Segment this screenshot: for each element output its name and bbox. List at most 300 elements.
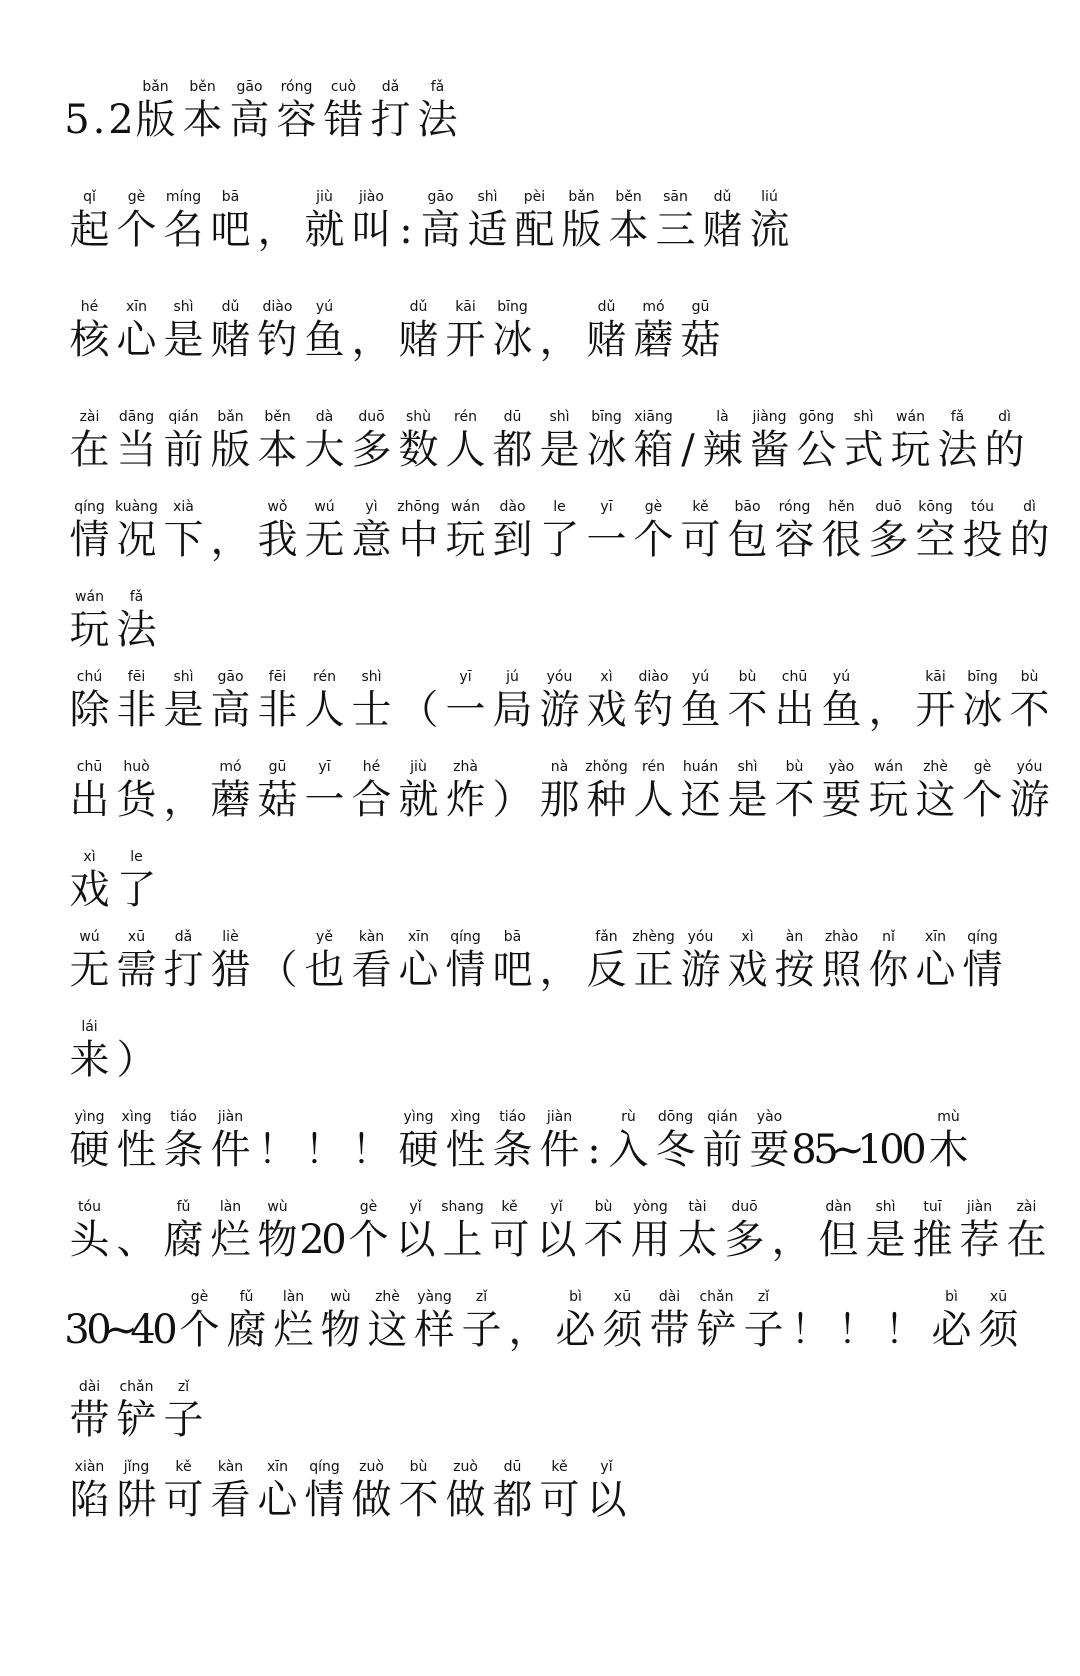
character-unit bbox=[442, 929, 489, 995]
character-unit bbox=[160, 499, 207, 565]
character-unit bbox=[113, 1109, 160, 1175]
hanzi-character: 游 bbox=[539, 687, 580, 733]
hanzi-character: ， bbox=[257, 207, 298, 253]
character-unit bbox=[392, 1199, 439, 1265]
hanzi-character: 物 bbox=[257, 1217, 298, 1263]
character-unit bbox=[1006, 669, 1053, 735]
pinyin-annotation: le bbox=[130, 849, 143, 865]
hanzi-character: 就 bbox=[398, 777, 439, 823]
hanzi-character: 都 bbox=[492, 427, 533, 473]
character-unit bbox=[223, 1289, 270, 1355]
pinyin-annotation: fǔ bbox=[239, 1289, 254, 1305]
hanzi-character: 多 bbox=[724, 1217, 765, 1263]
hanzi-character: 的 bbox=[984, 427, 1025, 473]
character-unit bbox=[505, 1289, 552, 1355]
hanzi-character: 法 bbox=[417, 97, 458, 143]
pinyin-annotation: bīng bbox=[497, 299, 528, 315]
character-unit bbox=[301, 1109, 348, 1175]
pinyin-annotation: yǐ bbox=[600, 1459, 613, 1475]
pinyin-annotation: wán bbox=[896, 409, 925, 425]
hanzi-character: 辣 bbox=[702, 427, 743, 473]
hanzi-character: 做 bbox=[351, 1477, 392, 1523]
hanzi-character: 出 bbox=[774, 687, 815, 733]
pinyin-annotation: xū bbox=[989, 1289, 1008, 1305]
hanzi-character: 冰 bbox=[962, 687, 1003, 733]
hanzi-character: 情 bbox=[445, 947, 486, 993]
hanzi-character: ！ bbox=[351, 1127, 392, 1173]
hanzi-character: 不 bbox=[398, 1477, 439, 1523]
character-unit bbox=[66, 79, 88, 145]
pinyin-annotation: kāi bbox=[455, 299, 476, 315]
character-unit bbox=[536, 499, 583, 565]
character-unit bbox=[925, 1109, 972, 1175]
character-unit bbox=[348, 759, 395, 825]
hanzi-character: 法 bbox=[116, 607, 157, 653]
pinyin-annotation: bāo bbox=[734, 499, 761, 515]
character-unit bbox=[207, 499, 254, 565]
character-unit bbox=[652, 189, 699, 255]
hanzi-character: 打 bbox=[163, 947, 204, 993]
hanzi-character: 公 bbox=[796, 427, 837, 473]
character-unit bbox=[113, 1019, 160, 1085]
character-unit bbox=[301, 409, 348, 475]
character-unit bbox=[699, 1109, 746, 1175]
hanzi-character: 照 bbox=[821, 947, 862, 993]
hanzi-character: 子 bbox=[163, 1397, 204, 1443]
pinyin-annotation: jú bbox=[506, 669, 519, 685]
character-unit bbox=[583, 929, 630, 995]
character-unit bbox=[160, 189, 207, 255]
character-unit bbox=[834, 1289, 881, 1355]
character-unit bbox=[207, 1109, 254, 1175]
text-line bbox=[66, 1355, 1016, 1445]
hanzi-character: 本 bbox=[182, 97, 223, 143]
hanzi-character: 容 bbox=[276, 97, 317, 143]
character-unit bbox=[320, 79, 367, 145]
hanzi-character: 2 bbox=[108, 97, 134, 143]
text-line bbox=[66, 995, 1016, 1085]
hanzi-character: 8 bbox=[791, 1127, 817, 1173]
pinyin-annotation: zǐ bbox=[475, 1289, 488, 1305]
pinyin-annotation: qíng bbox=[74, 499, 105, 515]
pinyin-annotation: dà bbox=[315, 409, 334, 425]
pinyin-annotation: tóu bbox=[78, 1199, 101, 1215]
character-unit bbox=[674, 1199, 721, 1265]
hanzi-character: 配 bbox=[514, 207, 555, 253]
hanzi-character: 开 bbox=[915, 687, 956, 733]
character-unit bbox=[439, 1199, 486, 1265]
hanzi-character: ！ bbox=[837, 1307, 878, 1353]
hanzi-character: 非 bbox=[116, 687, 157, 733]
hanzi-character: 以 bbox=[586, 1477, 627, 1523]
pinyin-annotation: jiù bbox=[410, 759, 427, 775]
pinyin-annotation: tóu bbox=[971, 499, 994, 515]
pinyin-annotation: xià bbox=[173, 499, 194, 515]
hanzi-character: 酱 bbox=[749, 427, 790, 473]
hanzi-character: ， bbox=[210, 517, 251, 563]
character-unit bbox=[345, 1199, 392, 1265]
hanzi-character: 是 bbox=[163, 317, 204, 363]
pinyin-annotation: zuò bbox=[453, 1459, 478, 1475]
pinyin-annotation: róng bbox=[778, 499, 811, 515]
text-line bbox=[66, 275, 1016, 365]
pinyin-annotation: duō bbox=[358, 409, 385, 425]
pinyin-annotation: xīn bbox=[266, 1459, 289, 1475]
character-unit bbox=[254, 1109, 301, 1175]
hanzi-character: 版 bbox=[210, 427, 251, 473]
character-unit bbox=[323, 1199, 345, 1265]
character-unit bbox=[959, 499, 1006, 565]
character-unit bbox=[273, 79, 320, 145]
hanzi-character: 本 bbox=[257, 427, 298, 473]
character-unit bbox=[912, 499, 959, 565]
pinyin-annotation: fǎ bbox=[430, 79, 445, 95]
character-unit bbox=[831, 1109, 865, 1175]
hanzi-character: 件 bbox=[539, 1127, 580, 1173]
hanzi-character: 心 bbox=[398, 947, 439, 993]
character-unit bbox=[442, 1109, 489, 1175]
character-unit bbox=[395, 669, 442, 735]
hanzi-character: 在 bbox=[69, 427, 110, 473]
hanzi-character: ， bbox=[539, 317, 580, 363]
hanzi-character: / bbox=[681, 427, 695, 473]
character-unit bbox=[113, 1459, 160, 1525]
paragraph-name bbox=[66, 165, 1016, 255]
character-unit bbox=[840, 409, 887, 475]
character-unit bbox=[746, 189, 793, 255]
pinyin-annotation: zhè bbox=[923, 759, 948, 775]
text-line bbox=[66, 165, 1016, 255]
pinyin-annotation: yìng bbox=[403, 1109, 434, 1125]
pinyin-annotation: wú bbox=[79, 929, 100, 945]
pinyin-annotation: gāo bbox=[236, 79, 263, 95]
hanzi-character: 以 bbox=[536, 1217, 577, 1263]
pinyin-annotation: kě bbox=[501, 1199, 518, 1215]
character-unit bbox=[771, 499, 818, 565]
hanzi-character: 可 bbox=[489, 1217, 530, 1263]
character-unit bbox=[699, 189, 746, 255]
character-unit bbox=[207, 929, 254, 995]
character-unit bbox=[207, 409, 254, 475]
hanzi-character: （ bbox=[257, 947, 298, 993]
character-unit bbox=[254, 499, 301, 565]
pinyin-annotation: shì bbox=[853, 409, 874, 425]
pinyin-annotation: yào bbox=[828, 759, 855, 775]
pinyin-annotation: gū bbox=[691, 299, 710, 315]
hanzi-character: 三 bbox=[655, 207, 696, 253]
hanzi-character: ， bbox=[539, 947, 580, 993]
character-unit bbox=[464, 189, 511, 255]
hanzi-character: 前 bbox=[702, 1127, 743, 1173]
pinyin-annotation: gè bbox=[973, 759, 992, 775]
pinyin-annotation: kàn bbox=[217, 1459, 244, 1475]
pinyin-annotation: xīn bbox=[407, 929, 430, 945]
character-unit bbox=[724, 929, 771, 995]
character-unit bbox=[301, 499, 348, 565]
pinyin-annotation: běn bbox=[615, 189, 642, 205]
character-unit bbox=[104, 1289, 138, 1355]
hanzi-character: 心 bbox=[116, 317, 157, 363]
pinyin-annotation: kě bbox=[175, 1459, 192, 1475]
character-unit bbox=[254, 929, 301, 995]
character-unit bbox=[580, 1199, 627, 1265]
character-unit bbox=[771, 669, 818, 735]
character-unit bbox=[160, 669, 207, 735]
character-unit bbox=[66, 759, 113, 825]
character-unit bbox=[975, 1289, 1022, 1355]
hanzi-character: 0 bbox=[901, 1127, 927, 1173]
hanzi-character: 下 bbox=[163, 517, 204, 563]
hanzi-character: 蘑 bbox=[633, 317, 674, 363]
pinyin-annotation: bīng bbox=[591, 409, 622, 425]
hanzi-character: 高 bbox=[420, 207, 461, 253]
character-unit bbox=[367, 79, 414, 145]
hanzi-character: 0 bbox=[879, 1127, 905, 1173]
hanzi-character: 适 bbox=[467, 207, 508, 253]
character-unit bbox=[417, 189, 464, 255]
character-unit bbox=[348, 299, 395, 365]
pinyin-annotation: dì bbox=[998, 409, 1011, 425]
text-line bbox=[66, 825, 1016, 915]
character-unit bbox=[132, 1289, 154, 1355]
hanzi-character: 入 bbox=[608, 1127, 649, 1173]
hanzi-character: 那 bbox=[539, 777, 580, 823]
hanzi-character: 赌 bbox=[210, 317, 251, 363]
pinyin-annotation: zài bbox=[1016, 1199, 1037, 1215]
hanzi-character: 一 bbox=[304, 777, 345, 823]
hanzi-character: 就 bbox=[304, 207, 345, 253]
hanzi-character: 正 bbox=[633, 947, 674, 993]
character-unit bbox=[176, 1289, 223, 1355]
hanzi-character: （ bbox=[398, 687, 439, 733]
pinyin-annotation: yǐ bbox=[550, 1199, 563, 1215]
paragraph-title bbox=[66, 55, 1016, 145]
character-unit bbox=[909, 1199, 956, 1265]
character-unit bbox=[859, 1109, 881, 1175]
character-unit bbox=[956, 1199, 1003, 1265]
hanzi-character: 这 bbox=[367, 1307, 408, 1353]
character-unit bbox=[959, 759, 1006, 825]
character-unit bbox=[793, 1109, 815, 1175]
pinyin-annotation: chǎn bbox=[119, 1379, 154, 1395]
pinyin-annotation: zhè bbox=[375, 1289, 400, 1305]
character-unit bbox=[1006, 759, 1053, 825]
pinyin-annotation: fǎn bbox=[595, 929, 618, 945]
pinyin-annotation: xì bbox=[83, 849, 96, 865]
hanzi-character: ！ bbox=[257, 1127, 298, 1173]
character-unit bbox=[207, 1199, 254, 1265]
pinyin-annotation: bì bbox=[569, 1289, 582, 1305]
text-line bbox=[66, 1085, 1016, 1175]
hanzi-character: 可 bbox=[680, 517, 721, 563]
hanzi-character: ！ bbox=[790, 1307, 831, 1353]
pinyin-annotation: dàn bbox=[825, 1199, 852, 1215]
pinyin-annotation: bā bbox=[503, 929, 522, 945]
hanzi-character: 前 bbox=[163, 427, 204, 473]
hanzi-character: 来 bbox=[69, 1037, 110, 1083]
hanzi-character: 子 bbox=[461, 1307, 502, 1353]
pinyin-annotation: jiàn bbox=[546, 1109, 573, 1125]
character-unit bbox=[113, 499, 160, 565]
hanzi-character: 了 bbox=[116, 867, 157, 913]
character-unit bbox=[160, 929, 207, 995]
hanzi-character: 铲 bbox=[696, 1307, 737, 1353]
character-unit bbox=[583, 669, 630, 735]
pinyin-annotation: rén bbox=[642, 759, 665, 775]
paragraph-playstyle bbox=[66, 385, 1050, 655]
pinyin-annotation: jiào bbox=[359, 189, 384, 205]
character-unit bbox=[693, 1289, 740, 1355]
hanzi-character: 法 bbox=[937, 427, 978, 473]
pinyin-annotation: shì bbox=[173, 669, 194, 685]
pinyin-annotation: fēi bbox=[127, 669, 146, 685]
pinyin-annotation: rén bbox=[454, 409, 477, 425]
character-unit bbox=[66, 1109, 113, 1175]
hanzi-character: 情 bbox=[962, 947, 1003, 993]
pinyin-annotation: le bbox=[553, 499, 566, 515]
hanzi-character: 我 bbox=[257, 517, 298, 563]
hanzi-character: 戏 bbox=[586, 687, 627, 733]
character-unit bbox=[395, 1459, 442, 1525]
hanzi-character: 版 bbox=[135, 97, 176, 143]
character-unit bbox=[301, 1199, 323, 1265]
character-unit bbox=[395, 759, 442, 825]
pinyin-annotation: dào bbox=[499, 499, 526, 515]
hanzi-character: 冬 bbox=[655, 1127, 696, 1173]
character-unit bbox=[768, 1199, 815, 1265]
character-unit bbox=[552, 1289, 599, 1355]
character-unit bbox=[1003, 1199, 1050, 1265]
character-unit bbox=[536, 929, 583, 995]
hanzi-character: ！ bbox=[884, 1307, 925, 1353]
character-unit bbox=[442, 299, 489, 365]
hanzi-character: 多 bbox=[868, 517, 909, 563]
hanzi-character: 货 bbox=[116, 777, 157, 823]
hanzi-character: 投 bbox=[962, 517, 1003, 563]
hanzi-character: 陷 bbox=[69, 1477, 110, 1523]
pinyin-annotation: fēi bbox=[268, 669, 287, 685]
pinyin-annotation: xīn bbox=[924, 929, 947, 945]
pinyin-annotation: kāi bbox=[925, 669, 946, 685]
hanzi-character: 戏 bbox=[727, 947, 768, 993]
pinyin-annotation: dǎ bbox=[174, 929, 193, 945]
character-unit bbox=[865, 929, 912, 995]
hanzi-character: 空 bbox=[915, 517, 956, 563]
pinyin-annotation: dì bbox=[1023, 499, 1036, 515]
pinyin-annotation: zuò bbox=[359, 1459, 384, 1475]
character-unit bbox=[630, 299, 677, 365]
character-unit bbox=[959, 929, 1006, 995]
hanzi-character: ， bbox=[868, 687, 909, 733]
pinyin-annotation: yìng bbox=[74, 1109, 105, 1125]
pinyin-annotation: wǒ bbox=[267, 499, 288, 515]
hanzi-character: 5 bbox=[64, 97, 90, 143]
hanzi-character: ~ bbox=[104, 1307, 138, 1353]
hanzi-character: 个 bbox=[962, 777, 1003, 823]
character-unit bbox=[489, 759, 536, 825]
hanzi-character: ！ bbox=[304, 1127, 345, 1173]
pinyin-annotation: zhào bbox=[824, 929, 859, 945]
pinyin-annotation: dài bbox=[658, 1289, 681, 1305]
character-unit bbox=[533, 1199, 580, 1265]
hanzi-character: : bbox=[587, 1127, 601, 1173]
pinyin-annotation: yóu bbox=[1016, 759, 1043, 775]
text-line bbox=[66, 645, 1050, 735]
character-unit bbox=[254, 669, 301, 735]
pinyin-annotation: kàn bbox=[358, 929, 385, 945]
character-unit bbox=[66, 189, 113, 255]
pinyin-annotation: jiù bbox=[316, 189, 333, 205]
character-unit bbox=[66, 299, 113, 365]
hanzi-character: 错 bbox=[323, 97, 364, 143]
pinyin-annotation: là bbox=[716, 409, 729, 425]
pinyin-annotation: dǔ bbox=[597, 299, 616, 315]
character-unit bbox=[511, 189, 558, 255]
pinyin-annotation: yòng bbox=[633, 1199, 668, 1215]
character-unit bbox=[903, 1109, 925, 1175]
pinyin-annotation: yú bbox=[691, 669, 710, 685]
hanzi-character: 心 bbox=[915, 947, 956, 993]
pinyin-annotation: bù bbox=[738, 669, 757, 685]
pinyin-annotation: yī bbox=[459, 669, 472, 685]
hanzi-character: 的 bbox=[1009, 517, 1050, 563]
character-unit bbox=[724, 499, 771, 565]
pinyin-annotation: fǎ bbox=[950, 409, 965, 425]
pinyin-annotation: xiàn bbox=[74, 1459, 105, 1475]
hanzi-character: . bbox=[92, 97, 106, 143]
pinyin-annotation: dū bbox=[503, 1459, 522, 1475]
character-unit bbox=[677, 409, 699, 475]
text-line bbox=[66, 55, 1016, 145]
character-unit bbox=[411, 1289, 458, 1355]
pinyin-annotation: rén bbox=[313, 669, 336, 685]
hanzi-character: 1 bbox=[857, 1127, 883, 1173]
character-unit bbox=[88, 79, 110, 145]
character-unit bbox=[254, 189, 301, 255]
character-unit bbox=[699, 409, 746, 475]
text-line bbox=[64, 1265, 1019, 1355]
hanzi-character: 多 bbox=[351, 427, 392, 473]
character-unit bbox=[599, 1289, 646, 1355]
pinyin-annotation: tuī bbox=[923, 1199, 942, 1215]
character-unit bbox=[442, 669, 489, 735]
hanzi-character: 高 bbox=[210, 687, 251, 733]
character-unit bbox=[442, 1459, 489, 1525]
pinyin-annotation: xìng bbox=[450, 1109, 481, 1125]
pinyin-annotation: shang bbox=[441, 1199, 484, 1215]
pinyin-annotation: bǎn bbox=[568, 189, 595, 205]
pinyin-annotation: gè bbox=[644, 499, 663, 515]
hanzi-character: 不 bbox=[1009, 687, 1050, 733]
character-unit bbox=[301, 299, 348, 365]
pinyin-annotation: tiáo bbox=[499, 1109, 526, 1125]
character-unit bbox=[66, 669, 113, 735]
character-unit bbox=[489, 409, 536, 475]
hanzi-character: 玩 bbox=[69, 607, 110, 653]
hanzi-character: 木 bbox=[928, 1127, 969, 1173]
character-unit bbox=[818, 669, 865, 735]
hanzi-character: ） bbox=[492, 777, 533, 823]
hanzi-character: 太 bbox=[677, 1217, 718, 1263]
pinyin-annotation: qián bbox=[707, 1109, 738, 1125]
hanzi-character: 容 bbox=[774, 517, 815, 563]
pinyin-annotation: yóu bbox=[687, 929, 714, 945]
hanzi-character: 了 bbox=[539, 517, 580, 563]
hanzi-character: 上 bbox=[442, 1217, 483, 1263]
hanzi-character: 名 bbox=[163, 207, 204, 253]
hanzi-character: 、 bbox=[116, 1217, 157, 1263]
pinyin-annotation: yì bbox=[365, 499, 378, 515]
